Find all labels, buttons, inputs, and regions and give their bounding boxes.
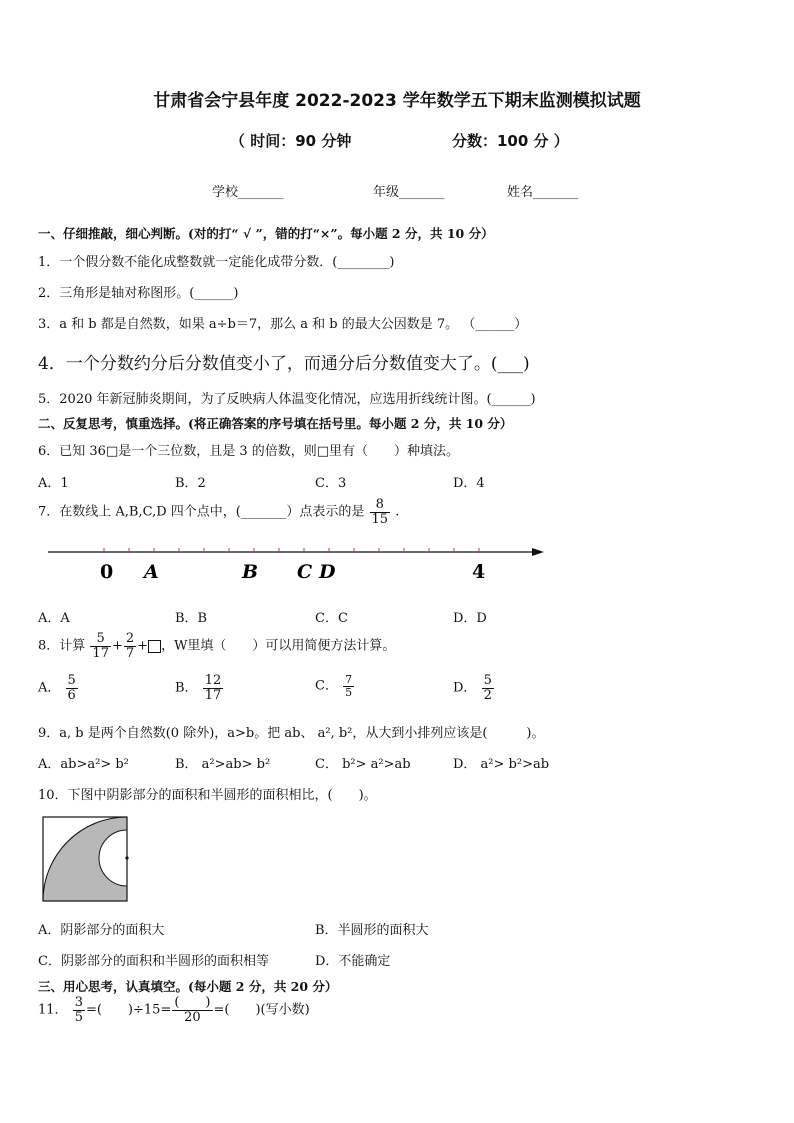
school-field[interactable]: 学校_______ [212,185,284,200]
nl-label-a: A [144,561,159,583]
q8-option-b-label: B． [175,680,198,696]
q8-plus-1: + [111,638,123,654]
q10-option-a[interactable]: A．阴影部分的面积大 [38,923,165,938]
section-3-heading: 三、用心思考，认真填空。(每小题 2 分，共 20 分） [38,979,338,994]
q11-fraction-1 [73,996,85,1024]
q7-option-c[interactable]: C．C [315,611,348,626]
q8-option-c-label: C． [315,678,338,694]
grade-field[interactable]: 年级_______ [373,185,445,200]
q8-f2-num: 2 [125,631,135,646]
q8-f2-den: 7 [125,645,135,661]
q11-fraction-2 [172,996,212,1024]
q8-a-num: 5 [67,673,76,688]
q7-text: 7．在数线上 A,B,C,D 四个点中，(_______）点表示的是 [38,504,365,520]
question-2: 2．三角形是轴对称图形。(______) [38,286,239,301]
time-label: （ 时间：90 分钟 [230,132,352,150]
question-10: 10．下图中阴影部分的面积和半圆形的面积相比，( )。 [38,788,377,803]
question-4: 4．一个分数约分后分数值变小了，而通分后分数值变大了。(___) [38,354,530,374]
q6-option-b[interactable]: B．2 [175,476,206,491]
q8-f1-num: 5 [90,632,111,647]
q11-suffix: =( )(写小数) [213,1002,310,1018]
question-3: 3．a 和 b 都是自然数，如果 a÷b＝7，那么 a 和 b 的最大公因数是 7。 （______） [38,317,528,332]
blank-box [148,640,161,653]
q8-c-num: 7 [345,673,353,686]
q7-option-b[interactable]: B．B [175,611,208,626]
q6-option-c[interactable]: C．3 [315,476,347,491]
q7-fraction [370,498,391,526]
nl-label-0: 0 [100,561,114,583]
q8-c-den: 5 [345,685,353,699]
nl-label-d: D [319,561,336,583]
q9-option-a[interactable]: A．ab>a²> b² [38,757,129,772]
q11-f2-num: ( ) [174,995,211,1010]
q10-option-d[interactable]: D．不能确定 [315,954,391,969]
q10-option-b[interactable]: B．半圆形的面积大 [315,923,429,938]
number-line-arrow [532,548,544,556]
question-1: 1．一个假分数不能化成整数就一定能化成带分数．(________) [38,255,395,270]
question-7 [38,498,399,526]
score-label: 分数：100 分 ） [452,132,569,150]
q8-a-den: 6 [67,687,76,703]
q7-frac-den: 15 [371,511,389,527]
q8-d-den: 2 [483,687,492,703]
question-8 [38,632,395,660]
q11-f2-den: 20 [184,1009,201,1025]
question-9: 9．a, b 是两个自然数(0 除外)，a>b。把 ab、 a², b²，从大到小排列应该是( )。 [38,726,545,741]
nl-label-4: 4 [472,561,486,583]
q6-option-d[interactable]: D．4 [453,476,485,491]
section-2-heading: 二、反复思考，慎重选择。(将正确答案的序号填在括号里。每小题 2 分，共 10 分） [38,416,513,431]
q9-option-d[interactable]: D． a²> b²>ab [453,757,550,772]
center-dot [125,856,128,859]
q8-option-a-label: A． [38,680,61,696]
q7-option-d[interactable]: D．D [453,611,487,626]
nl-label-b: B [242,561,259,583]
q11-f1-num: 3 [74,995,83,1010]
q9-option-b[interactable]: B． a²>ab> b² [175,757,271,772]
q7-option-a[interactable]: A．A [38,611,70,626]
q11-mid: =( )÷15= [85,1002,172,1018]
name-field[interactable]: 姓名_______ [507,185,579,200]
exam-title: 甘肃省会宁县年度 2022-2023 学年数学五下期末监测模拟试题 [153,91,641,111]
q8-suffix: ，W里填（ ）可以用简便方法计算。 [161,638,396,654]
question-11 [38,996,310,1024]
question-5: 5．2020 年新冠肺炎期间，为了反映病人体温变化情况，应选用折线统计图。(______) [38,392,536,407]
shaded-area-figure [40,814,132,904]
q10-option-c[interactable]: C．阴影部分的面积和半圆形的面积相等 [38,954,269,969]
q8-prefix: 8．计算 [38,638,86,654]
q6-option-a[interactable]: A．1 [38,476,69,491]
section-1-heading: 一、仔细推敲，细心判断。(对的打“ √ ”，错的打“×”。每小题 2 分，共 10 分） [38,226,494,241]
q7-frac-num: 8 [370,498,391,513]
q8-option-a[interactable] [38,674,79,702]
q7-tail: . [395,504,400,520]
q8-b-den: 17 [204,687,222,703]
q11-prefix: 11． [38,1002,68,1018]
q8-option-d-label: D． [453,680,477,696]
q8-b-num: 12 [204,673,222,688]
q8-option-b[interactable] [175,674,224,702]
q9-option-c[interactable]: C． b²> a²>ab [315,757,411,772]
shaded-region [43,817,127,901]
number-line [40,540,550,588]
q8-fraction-1 [90,632,111,660]
q11-f1-den: 5 [74,1009,83,1025]
q8-option-d[interactable] [453,674,495,702]
q8-plus-2: + [137,638,149,654]
q8-f1-den: 17 [92,645,109,661]
q8-d-num: 5 [483,673,492,688]
nl-label-c: C [297,561,313,583]
q8-fraction-2 [124,632,136,660]
question-6: 6．已知 36□是一个三位数，且是 3 的倍数，则□里有（ ）种填法。 [38,444,460,459]
q8-option-c[interactable] [315,674,355,698]
